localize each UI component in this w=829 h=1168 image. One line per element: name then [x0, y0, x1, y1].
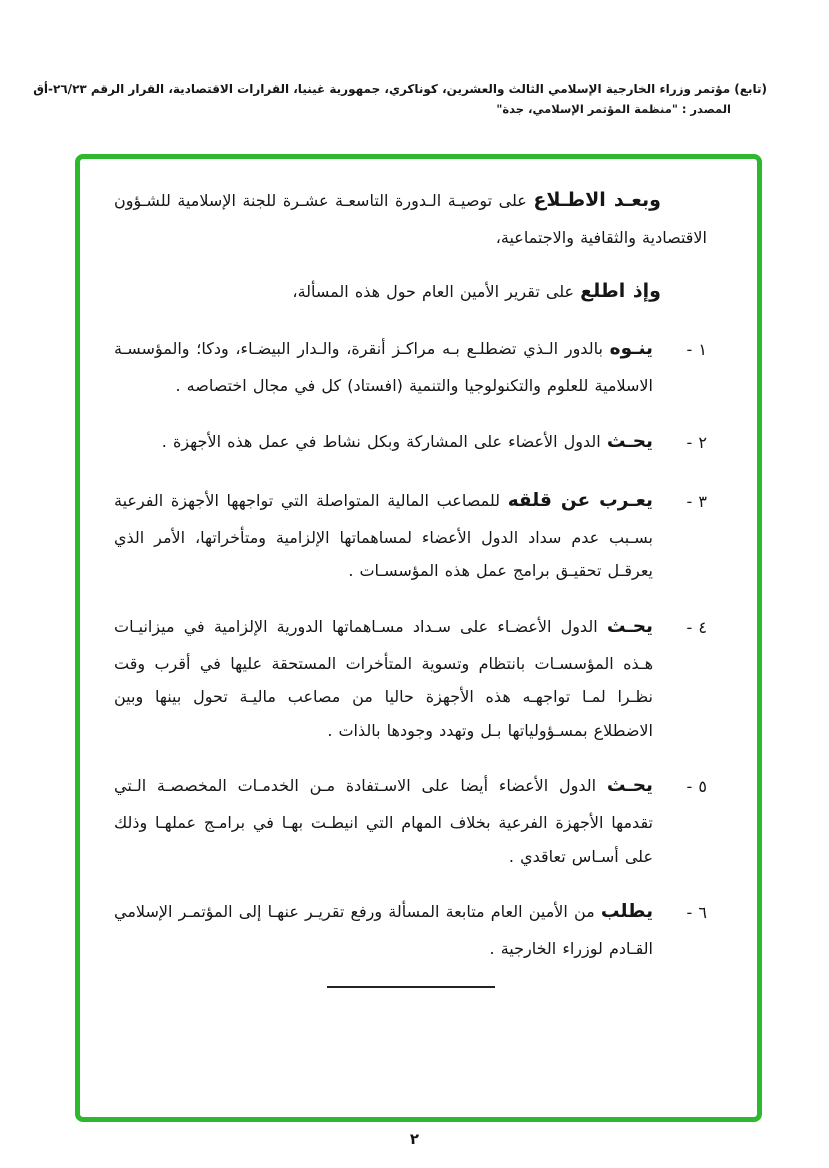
preamble-lead: وبعـد الاطـلاع: [533, 189, 661, 211]
resolution-body: [114, 181, 707, 988]
list-item: [114, 482, 707, 588]
item-rest: الدول الأعضاء على المشاركة وبكل نشاط في عمل هذه الأجهزة .: [161, 431, 601, 451]
document-header: [33, 82, 767, 116]
item-rest: للمصاعب المالية المتواصلة التي تواجهها الأجهزة الفرعية بسـبب عدم سداد الدول الأعضاء لمساهماتها الإلزامية ومتأخراتها، الأمر الذي يعرقـل تحقيـق برامج عمل هذه المؤسسـات .: [114, 490, 653, 581]
item-lead: يعـرب عن قلقه: [507, 489, 653, 511]
section-divider: [327, 986, 495, 988]
list-item: [114, 893, 707, 965]
item-lead: يحـث: [606, 615, 653, 637]
preamble-text: على توصيـة الـدورة التاسعـة عشـرة للجنة الإسلامية للشـؤون الاقتصادية والثقافية والاجتماعية،: [114, 191, 707, 247]
item-number: ٤ -: [686, 617, 707, 637]
header-title-line: (تابع) مؤتمر وزراء الخارجية الإسلامي الثالث والعشرين، كوناكري، جمهورية غينيا، القرارات الاقتصادية، القرار الرقم ٢٦/٢٣-أق: [33, 82, 767, 96]
item-text: [114, 423, 653, 462]
item-number: ٦ -: [686, 903, 707, 923]
preamble-paragraph: [114, 272, 707, 312]
item-lead: يحـث: [606, 430, 653, 452]
item-lead: يحـث: [606, 775, 653, 797]
header-source-line: المصدر : "منظمة المؤتمر الإسلامي، جدة": [496, 102, 731, 116]
item-text: [114, 893, 653, 965]
page-number: ٢: [409, 1130, 420, 1148]
item-number: ٣ -: [686, 491, 707, 511]
item-text: [114, 482, 653, 588]
list-item: [114, 330, 707, 402]
item-text: [114, 767, 653, 873]
item-text: [114, 608, 653, 748]
item-rest: الدول الأعضاء أيضا على الاسـتفادة مـن الخدمـات المخصصـة الـتي تقدمها الأجهزة الفرعية بخلاف المهام التي انيطـت بهـا في برامـج عملهـا وذلك على أسـاس تعاقدي .: [114, 776, 653, 866]
item-number: ٥ -: [686, 777, 707, 797]
preamble-text: على تقرير الأمين العام حول هذه المسألة،: [292, 282, 575, 302]
item-rest: الدول الأعضـاء على سـداد مسـاهماتها الدورية الإلزامية في ميزانيـات هـذه المؤسسـات بانتظام وتسوية المتأخرات المستحقة عليها في أقرب وقت نظـرا لمـا تواجهـه هذه الأجهزة حاليا من مصاعب ماليـة تحول بينها وبين الاضطلاع بمسـؤولياتها بـل وتهدد وجودها بالذات .: [114, 616, 653, 740]
item-lead: ينـوه: [609, 338, 653, 360]
content-frame: [75, 154, 762, 1122]
item-number: ٢ -: [686, 432, 707, 452]
item-number: ١ -: [686, 340, 707, 360]
preamble-paragraph: [114, 181, 707, 254]
list-item: [114, 423, 707, 462]
list-item: [114, 608, 707, 748]
list-item: [114, 767, 707, 873]
item-text: [114, 330, 653, 402]
item-lead: يطلب: [600, 901, 654, 923]
item-rest: بالدور الـذي تضطلـع بـه مراكـز أنقرة، والـدار البيضـاء، ودكا؛ والمؤسسـة الاسلامية للعلوم والتكنولوجيا والتنمية (افستاد) كل في مجال اختصاصه .: [114, 339, 653, 396]
item-rest: من الأمين العام متابعة المسألة ورفع تقريـر عنهـا إلى المؤتمـر الإسلامي القـادم لوزراء الخارجية .: [114, 902, 653, 959]
preamble-lead: وإذ اطلع: [580, 280, 661, 303]
